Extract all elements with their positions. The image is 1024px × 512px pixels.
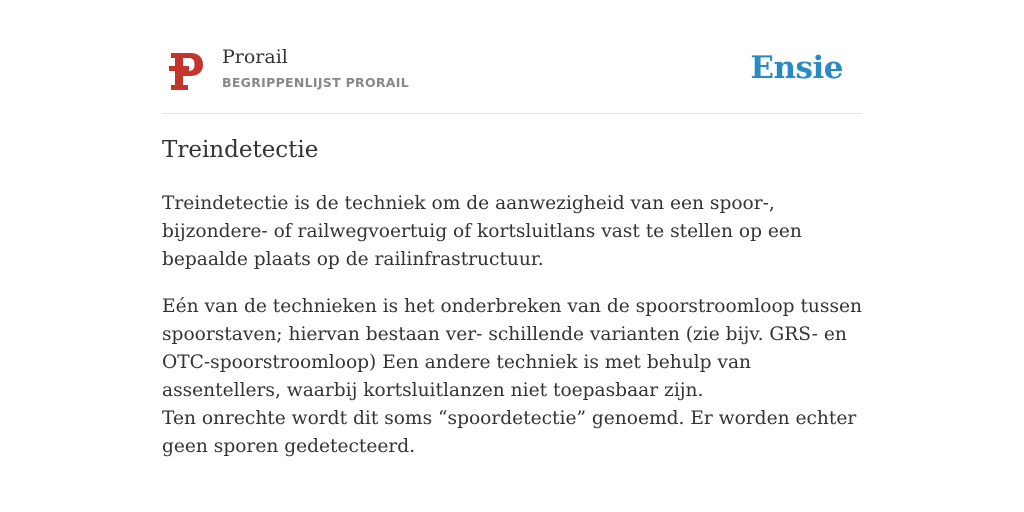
page-title: Treindetectie: [162, 137, 319, 163]
paragraph-techniques-line-2: Ten onrechte wordt dit soms “spoordetectie” genoemd. Er worden echter geen sporen gedetecteerd.: [162, 408, 857, 457]
ensie-logo[interactable]: Ensie: [750, 50, 843, 86]
article-body: [162, 190, 862, 461]
header: [162, 40, 862, 114]
brand-name[interactable]: Prorail: [222, 46, 288, 68]
prorail-logo-icon[interactable]: [168, 50, 204, 92]
brand-subtitle[interactable]: BEGRIPPENLIJST PRORAIL: [222, 75, 410, 90]
paragraph-techniques-line-1: Eén van de technieken is het onderbreken van de spoorstroomloop tussen spoorstaven; hiervan bestaan ver- schillende varianten (zie bijv. GRS- en OTC-spoorstroomloop) Een andere techniek is met behulp van assentellers, waarbij kortsluitlanzen niet toepasbaar zijn.: [162, 296, 862, 401]
paragraph-definition: Treindetectie is de techniek om de aanwezigheid van een spoor-, bijzondere- of railwegvoertuig of kortsluitlans vast te stellen op een bepaalde plaats op de railinfrastructuur.: [162, 193, 802, 270]
paragraph-techniques: [162, 293, 862, 461]
